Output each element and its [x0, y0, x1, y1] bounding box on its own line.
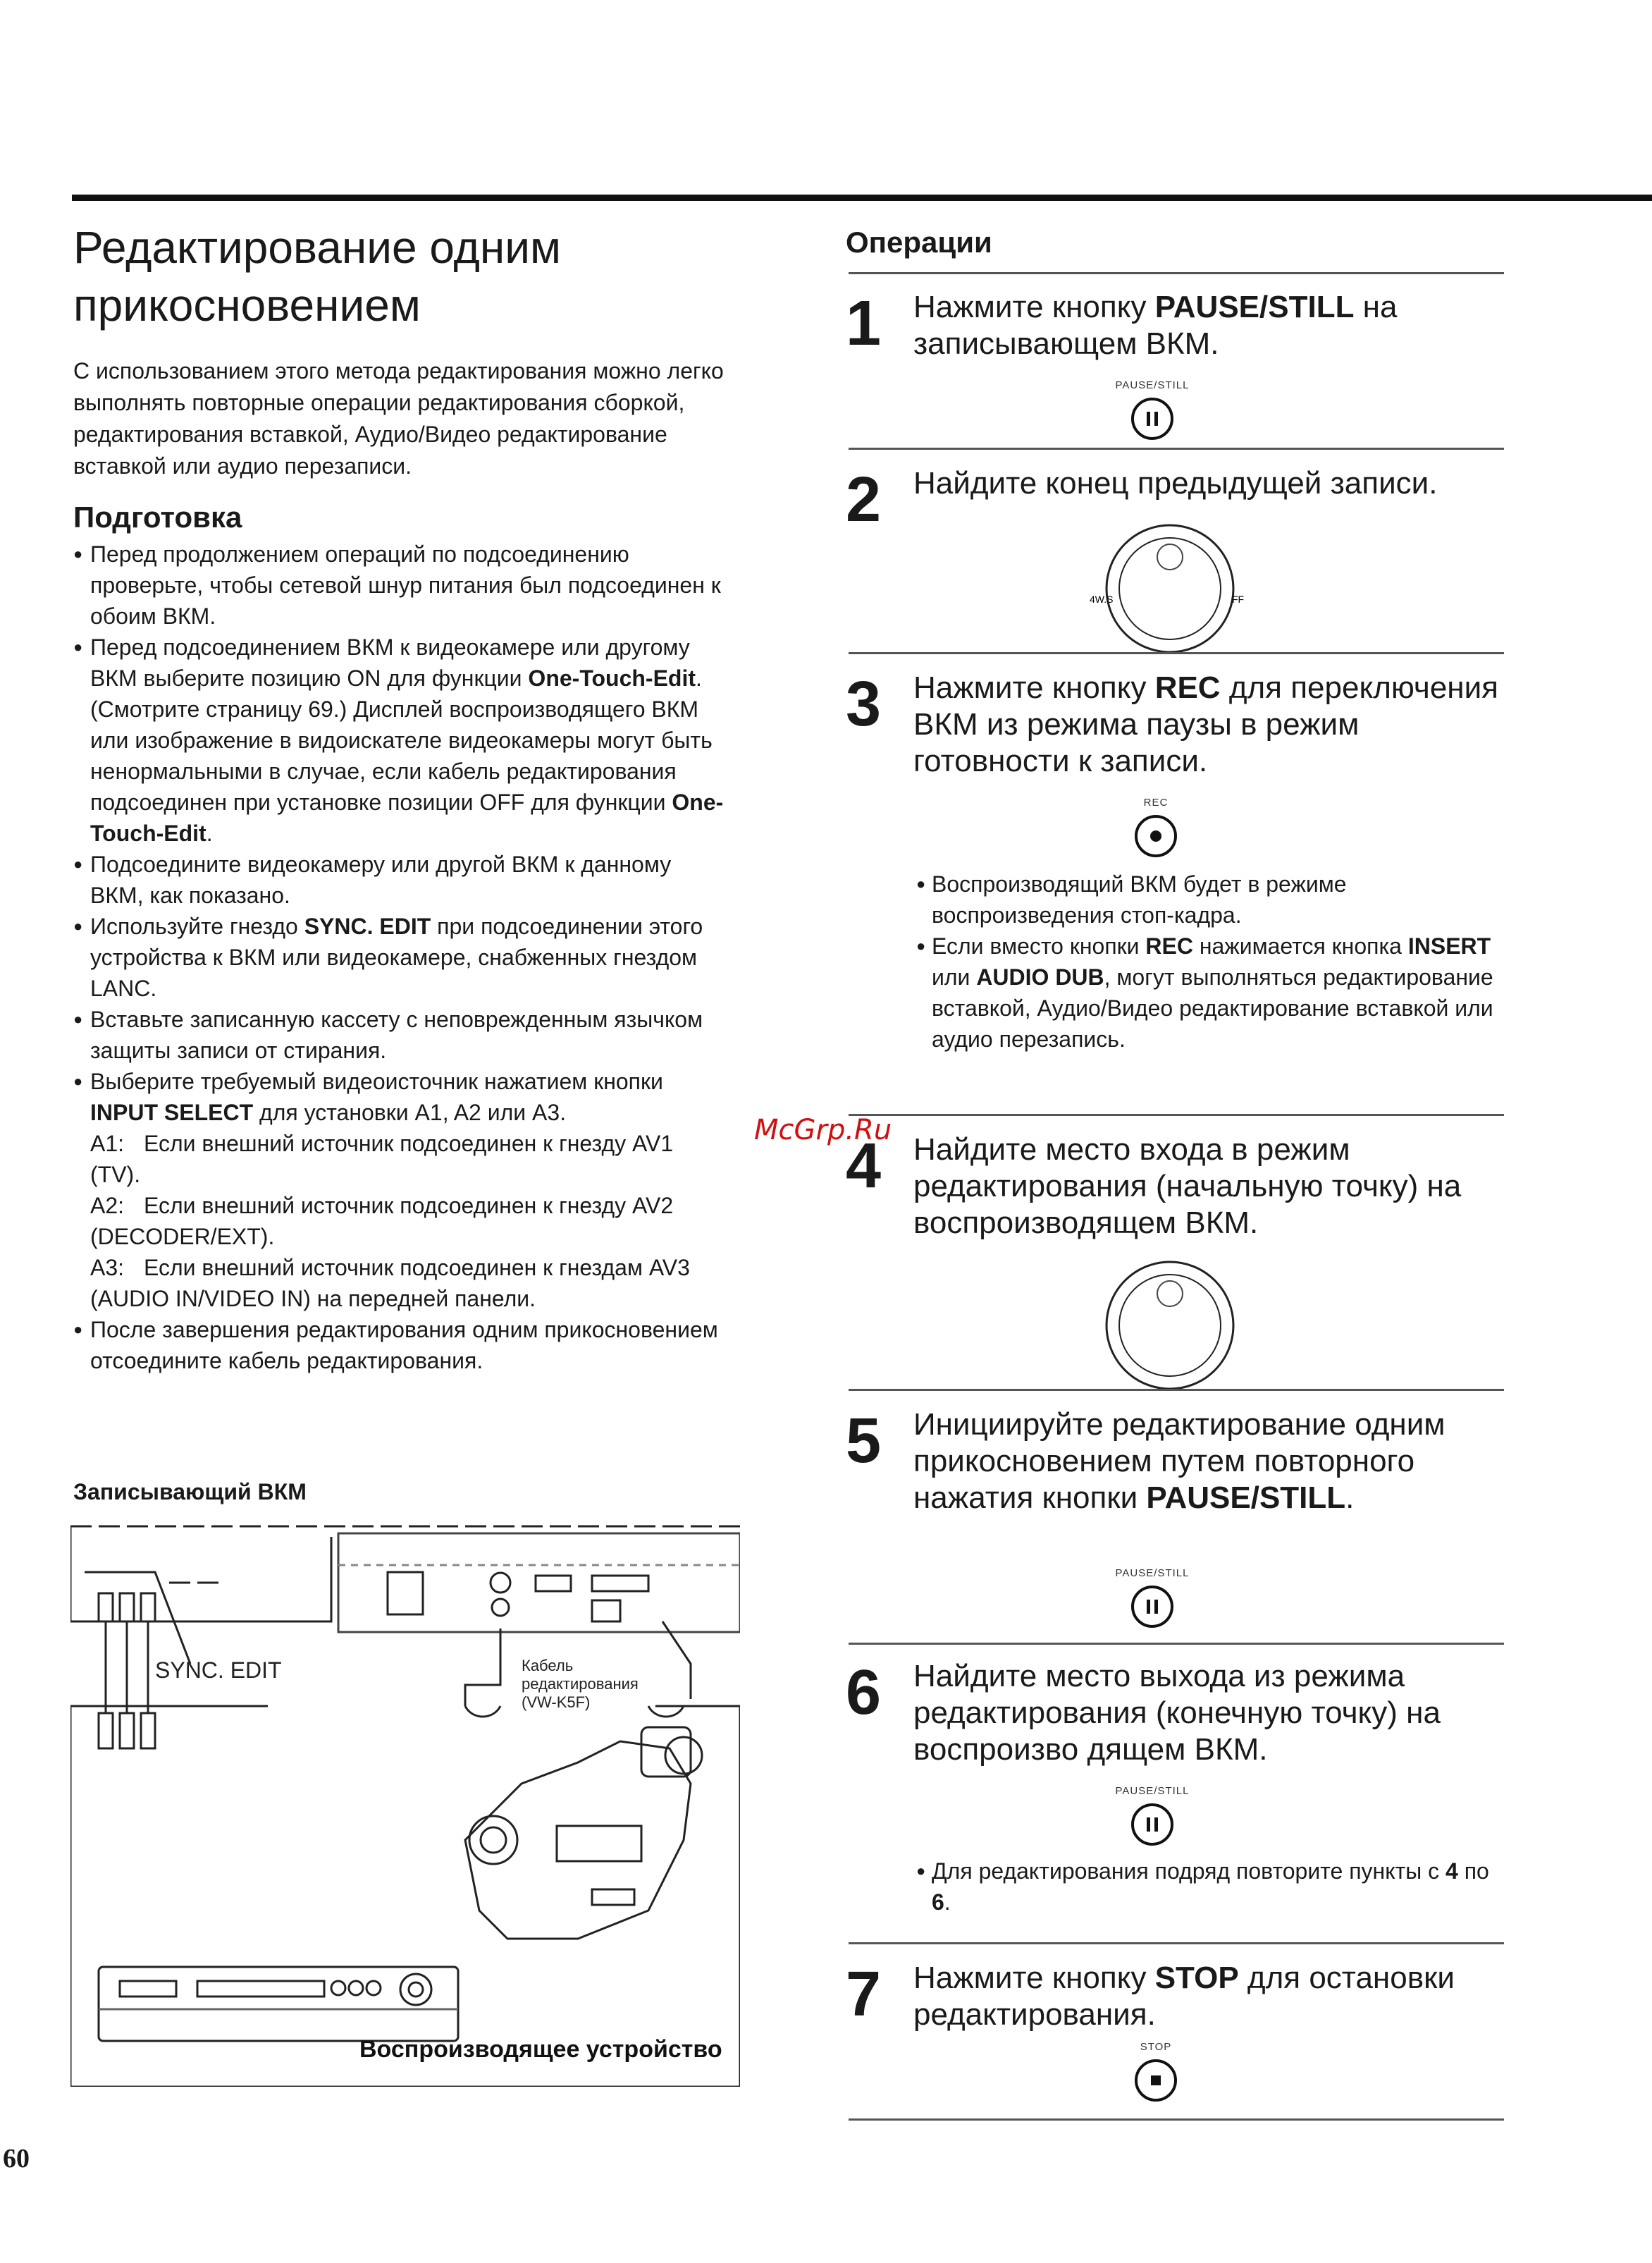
intro-paragraph: С использованием этого метода редактирования можно легко выполнять повторные операции редактирования сборкой, редактирования вставкой, Аудио/Видео редактирование вставкой или аудио перезаписи. [73, 358, 724, 479]
source-item-a1: A1: Если внешний источник подсоединен к гнезду AV1 (TV). [90, 1131, 674, 1187]
pause-icon [1130, 396, 1175, 441]
step-text: Найдите место выхода из режима редактирования (конечную точку) на воспроизво дящем ВКМ. [913, 1659, 1441, 1767]
jog-label-right: FF [1232, 594, 1245, 605]
step-text: Нажмите кнопку STOP для остановки редактирования. [913, 1961, 1455, 2032]
step-text: Нажмите кнопку PAUSE/STILL на записывающем ВКМ. [913, 290, 1398, 361]
prep-item: ● Подсоедините видеокамеру или другой ВКМ к данному ВКМ, как показано. [73, 849, 729, 911]
step-number: 6 [846, 1657, 882, 1728]
rule [849, 2118, 1504, 2121]
prep-heading: Подготовка [73, 501, 242, 534]
rec-button: REC [1128, 797, 1184, 862]
pause-icon [1130, 1802, 1175, 1847]
left-column [73, 211, 729, 1376]
operations-column [846, 226, 1508, 271]
step-text: Найдите конец предыдущей записи. [913, 466, 1438, 501]
stop-icon [1133, 2058, 1178, 2103]
rule [849, 1389, 1504, 1391]
cable-label-2: редактирования [522, 1675, 639, 1693]
rule [849, 448, 1504, 450]
step-text: Найдите место входа в режим редактирования (начальную точку) на воспроизводящем ВКМ. [913, 1132, 1462, 1240]
step-number: 4 [846, 1131, 882, 1201]
operations-heading: Операции [846, 226, 992, 259]
rec-icon [1133, 814, 1178, 859]
source-item-a2: A2: Если внешний источник подсоединен к гнезду AV2 (DECODER/EXT). [90, 1193, 674, 1249]
prep-item: ● Перед подсоединением ВКМ к видеокамере или другому ВКМ выберите позицию ON для функции One-Touch-Edit. (Смотрите страницу 69.) Дисплей воспроизводящего ВКМ или изображение в видоискателе видеокамеры могут быть ненормальными в случае, если кабель редактирования подсоединен при установке позиции OFF для функции One-Touch-Edit. [73, 632, 729, 849]
rule [849, 652, 1504, 654]
pause-icon [1130, 1584, 1175, 1629]
page-number: 60 [3, 2144, 30, 2173]
sync-edit-label: SYNC. EDIT [155, 1657, 282, 1683]
jog-shuttle-dial [1085, 522, 1255, 656]
playback-device-label: Воспроизводящее устройство [359, 2036, 722, 2063]
step-number: 5 [846, 1406, 882, 1476]
cable-label-1: Кабель [522, 1657, 574, 1674]
prep-item: ● Перед продолжением операций по подсоединению проверьте, чтобы сетевой шнур питания был подсоединен к обоим ВКМ. [73, 539, 729, 632]
watermark: McGrp.Ru [754, 1114, 892, 1146]
pause-still-button: PAUSE/STILL [1099, 1785, 1205, 1851]
header-rule [72, 195, 1652, 201]
pause-still-button: PAUSE/STILL [1099, 1567, 1205, 1633]
step-number: 1 [846, 288, 882, 359]
rule [849, 1942, 1504, 1944]
jog-shuttle-dial [1085, 1258, 1255, 1392]
note: ● Воспроизводящий ВКМ будет в режиме воспроизведения стоп-кадра. [916, 869, 1501, 931]
prep-item-last: ● После завершения редактирования одним прикосновением отсоедините кабель редактирования. [73, 1314, 729, 1376]
pause-still-button: PAUSE/STILL [1099, 379, 1205, 445]
page-title: Редактирование одним прикосновением [73, 222, 561, 331]
step-text: Нажмите кнопку REC для переключения ВКМ из режима паузы в режим готовности к записи. [913, 670, 1499, 778]
note: ● Для редактирования подряд повторите пункты с 4 по 6. [916, 1856, 1501, 1918]
prep-list [73, 539, 729, 1376]
source-item-a3: A3: Если внешний источник подсоединен к гнездам AV3 (AUDIO IN/VIDEO IN) на передней панели. [90, 1255, 690, 1311]
step-text: Инициируйте редактирование одним прикосновением путем повторного нажатия кнопки PAUSE/STILL. [913, 1407, 1446, 1515]
note: ● Если вместо кнопки REC нажимается кнопка INSERT или AUDIO DUB, могут выполняться редактирование вставкой, Аудио/Видео редактирование вставкой или аудио перезапись. [916, 931, 1501, 1055]
rule [849, 272, 1504, 274]
prep-item: ● Вставьте записанную кассету с неповрежденным язычком защиты записи от стирания. [73, 1004, 729, 1066]
jog-label-left: 4W.S [1090, 594, 1114, 605]
recording-vcr-label: Записывающий ВКМ [73, 1479, 307, 1504]
step-number: 2 [846, 465, 882, 535]
cable-label-3: (VW-K5F) [522, 1693, 591, 1711]
prep-item: ● Используйте гнездо SYNC. EDIT при подсоединении этого устройства к ВКМ или видеокамере, снабженных гнездом LANC. [73, 911, 729, 1004]
connection-diagram [70, 1516, 740, 2087]
step-number: 3 [846, 669, 882, 740]
step-number: 7 [846, 1959, 882, 2030]
step-6-notes [916, 1856, 1501, 1918]
prep-item: ● Выберите требуемый видеоисточник нажатием кнопки INPUT SELECT для установки A1, A2 или A3. [73, 1066, 729, 1128]
step-3-notes [916, 869, 1501, 1055]
rule [849, 1114, 1504, 1116]
stop-button: STOP [1128, 2041, 1184, 2106]
rule [849, 1643, 1504, 1645]
